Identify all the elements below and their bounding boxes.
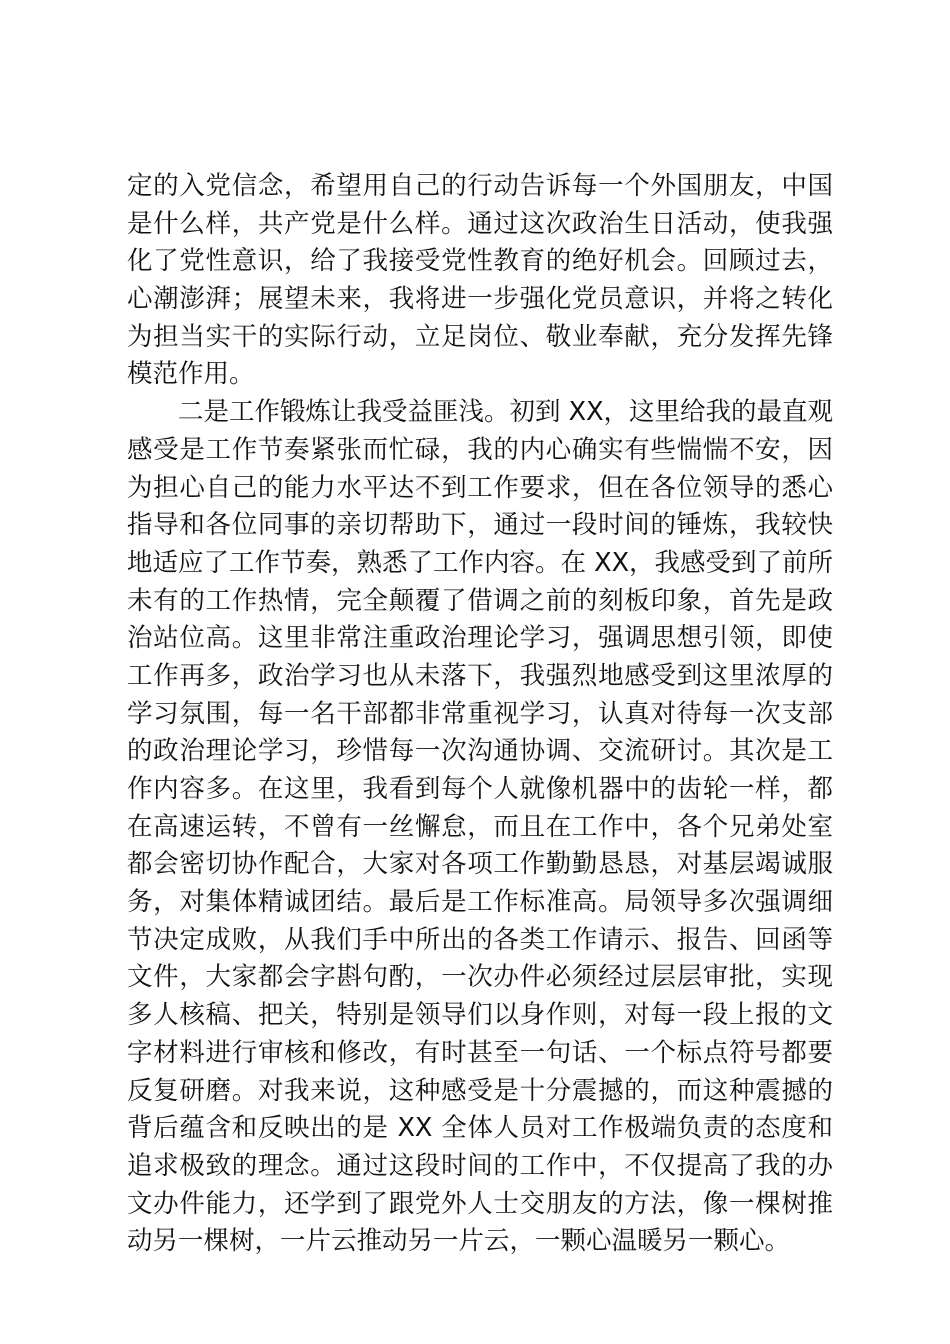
paragraph	[127, 394, 833, 1261]
text-line: 反复研磨。对我来说，这种感受是十分震撼的，而这种震撼的	[127, 1075, 833, 1106]
text-line: 指导和各位同事的亲切帮助下，通过一段时间的锤炼，我较快	[127, 510, 833, 541]
text-line: 模范作用。	[127, 359, 255, 390]
text-line: 动另一棵树，一片云推动另一片云，一颗心温暖另一颗心。	[127, 1226, 791, 1257]
text-line: 定的入党信念，希望用自己的行动告诉每一个外国朋友，中国	[127, 171, 833, 201]
text-line: 二是工作锻炼让我受益匪浅。初到 XX，这里给我的最直观	[127, 397, 834, 428]
text-line: 为担当实干的实际行动，立足岗位、敬业奉献，充分发挥先锋	[127, 321, 833, 352]
text-line: 追求极致的理念。通过这段时间的工作中，不仅提高了我的办	[127, 1150, 833, 1181]
text-line: 化了党性意识，给了我接受党性教育的绝好机会。回顾过去，	[127, 246, 833, 277]
text-line: 务，对集体精诚团结。最后是工作标准高。局领导多次强调细	[127, 887, 833, 918]
text-line: 文件，大家都会字斟句酌，一次办件必须经过层层审批，实现	[127, 962, 833, 993]
text-line: 工作再多，政治学习也从未落下，我强烈地感受到这里浓厚的	[127, 660, 833, 691]
paragraph	[127, 168, 833, 394]
text-line: 作内容多。在这里，我看到每个人就像机器中的齿轮一样，都	[127, 774, 833, 804]
text-line: 背后蕴含和反映出的是 XX 全体人员对工作极端负责的态度和	[127, 1113, 833, 1144]
text-line: 感受是工作节奏紧张而忙碌，我的内心确实有些惴惴不安，因	[127, 434, 833, 465]
text-line: 节决定成败，从我们手中所出的各类工作请示、报告、回函等	[127, 924, 833, 955]
text-line: 学习氛围，每一名干部都非常重视学习，认真对待每一次支部	[127, 698, 833, 729]
text-line: 未有的工作热情，完全颠覆了借调之前的刻板印象，首先是政	[127, 585, 833, 616]
text-line: 地适应了工作节奏，熟悉了工作内容。在 XX，我感受到了前所	[127, 547, 834, 578]
text-line: 治站位高。这里非常注重政治理论学习，强调思想引领，即使	[127, 623, 833, 654]
text-line: 多人核稿、把关，特别是领导们以身作则，对每一段上报的文	[127, 1000, 833, 1031]
text-line: 的政治理论学习，珍惜每一次沟通协调、交流研讨。其次是工	[127, 736, 833, 767]
text-line: 为担心自己的能力水平达不到工作要求，但在各位领导的悉心	[127, 472, 833, 503]
text-line: 都会密切协作配合，大家对各项工作勤勤恳恳，对基层竭诚服	[127, 849, 833, 880]
text-line: 字材料进行审核和修改，有时甚至一句话、一个标点符号都要	[127, 1037, 833, 1068]
text-line: 在高速运转，不曾有一丝懈怠，而且在工作中，各个兄弟处室	[127, 811, 833, 842]
text-line: 心潮澎湃；展望未来，我将进一步强化党员意识，并将之转化	[127, 284, 833, 315]
document-page	[127, 168, 833, 1261]
text-line: 是什么样，共产党是什么样。通过这次政治生日活动，使我强	[127, 208, 833, 239]
text-line: 文办件能力，还学到了跟党外人士交朋友的方法，像一棵树推	[127, 1188, 833, 1219]
